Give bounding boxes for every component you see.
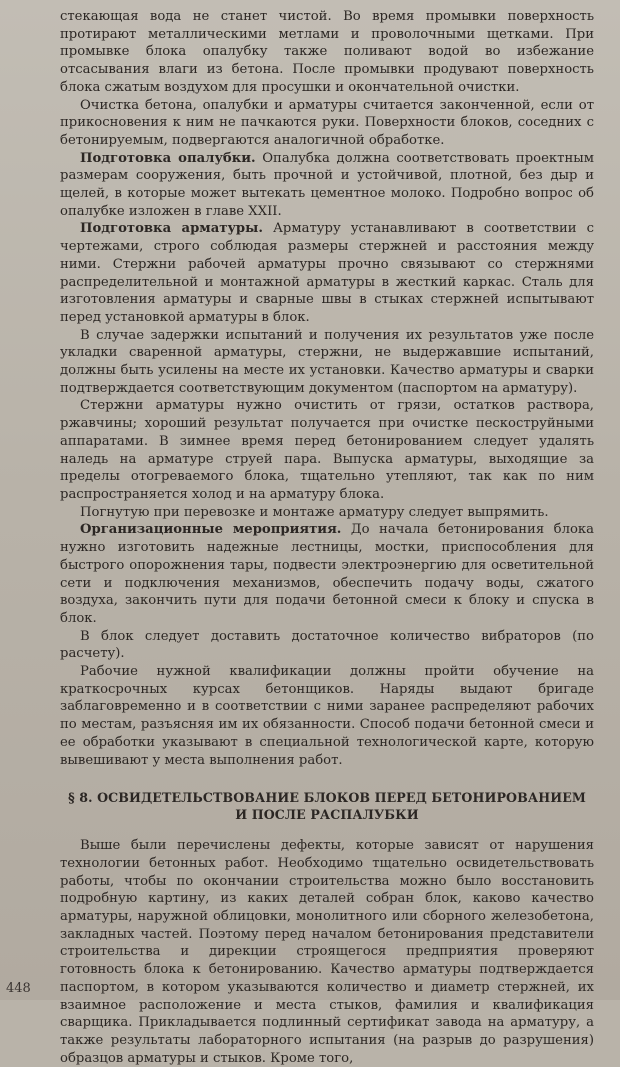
paragraph: Рабочие нужной квалификации должны пройти обучение на краткосрочных курсах бетонщиков. Наряды выдают бригаде заблаговременно и в соответствии с ними заранее распределяют рабочих по местам, разъясняя им их обязанности. Способ подачи бетонной смеси и ее обработки указывают в специальной технологической карте, которую вывешивают у места выполнения работ. bbox=[60, 664, 594, 768]
paragraph: Стержни арматуры нужно очистить от грязи, остатков раствора, ржавчины; хороший результат получается при очистке пескоструйными аппаратами. В зимнее время перед бетонированием следует удалять наледь на арматуре струей пара. Выпуска арматуры, выходящие за пределы отогреваемого блока, тщательно утепляют, так как по ним распространяется холод и на арматуру блока. bbox=[60, 398, 594, 502]
section-title: § 8. ОСВИДЕТЕЛЬСТВОВАНИЕ БЛОКОВ ПЕРЕД БЕТОНИРОВАНИЕМ И ПОСЛЕ РАСПАЛУБКИ bbox=[68, 790, 586, 823]
paragraph: Погнутую при перевозке и монтаже арматуру следует выпрямить. bbox=[80, 504, 549, 520]
paragraph: Выше были перечислены дефекты, которые зависят от нарушения технологии бетонных работ. Необходимо тщательно освидетельствовать работы, чтобы по окончании строительства можно было восстановить подробную картину, из каких деталей собран блок, каково качество арматуры, наружной облицовки, монолитного или сборного железобетона, закладных частей. Поэтому перед началом бетонирования представители строительства и дирекции строящегося предприятия проверяют готовность блока к бетонированию. Качество арматуры подтверждается паспортом, в котором указываются количество и диаметр стержней, их взаимное расположение и места стыков, фамилия и квалификация сварщика. Прикладывается подлинный сертификат завода на арматуру, а также результаты лабораторного испытания (на разрыв до разрушения) образцов арматуры и стыков. Кроме того, bbox=[60, 838, 594, 1066]
paragraph-lead: Подготовка арматуры. bbox=[80, 221, 263, 237]
paragraph-lead: Организационные мероприятия. bbox=[80, 522, 342, 538]
paragraph: Подготовка опалубки. Опалубка должна соответствовать проектным размерам сооружения, быть прочной и устойчивой, плотной, без дыр и щелей, в которые может вытекать цементное молоко. Подробно вопрос об опалубке изложен в главе XXII. bbox=[60, 150, 594, 219]
paragraph: В блок следует доставить достаточное количество вибраторов (по расчету). bbox=[60, 628, 594, 662]
page-number: 448 bbox=[6, 981, 31, 996]
paragraph: Подготовка арматуры. Арматуру устанавливают в соответствии с чертежами, строго соблюдая размеры стержней и расстояния между ними. Стержни рабочей арматуры прочно связывают со стержнями распределительной и монтажной арматуры в жесткий каркас. Сталь для изготовления арматуры и сварные швы в стыках стержней испытывают перед установкой арматуры в блок. bbox=[60, 221, 594, 325]
paragraph: Очистка бетона, опалубки и арматуры считается законченной, если от прикосновения к ним не пачкаются руки. Поверхности блоков, соседних с бетонируемым, подвергаются аналогичной обработке. bbox=[60, 97, 594, 148]
paragraph-lead: Подготовка опалубки. bbox=[80, 150, 256, 166]
paragraph: Организационные мероприятия. До начала бетонирования блока нужно изготовить надежные лестницы, мостки, приспособления для быстрого опорожнения тары, подвести электроэнергию для осветительной сети и подключения механизмов, обеспечить подачу воды, сжатого воздуха, закончить пути для подачи бетонной смеси к блоку и спуска в блок. bbox=[60, 522, 594, 626]
paragraph: В случае задержки испытаний и получения их результатов уже после укладки сваренной арматуры, стержни, не выдержавшие испытаний, должны быть усилены на месте их установки. Качество арматуры и сварки подтверждается соответствующим документом (паспортом на арматуру). bbox=[60, 327, 594, 396]
paragraph: стекающая вода не станет чистой. Во время промывки поверхность протирают металлическими метлами и проволочными щетками. При промывке блока опалубку также поливают водой во избежание отсасывания влаги из бетона. После промывки продувают поверхность блока сжатым воздухом для просушки и окончательной очистки. bbox=[60, 9, 594, 95]
body-text bbox=[60, 8, 594, 1067]
